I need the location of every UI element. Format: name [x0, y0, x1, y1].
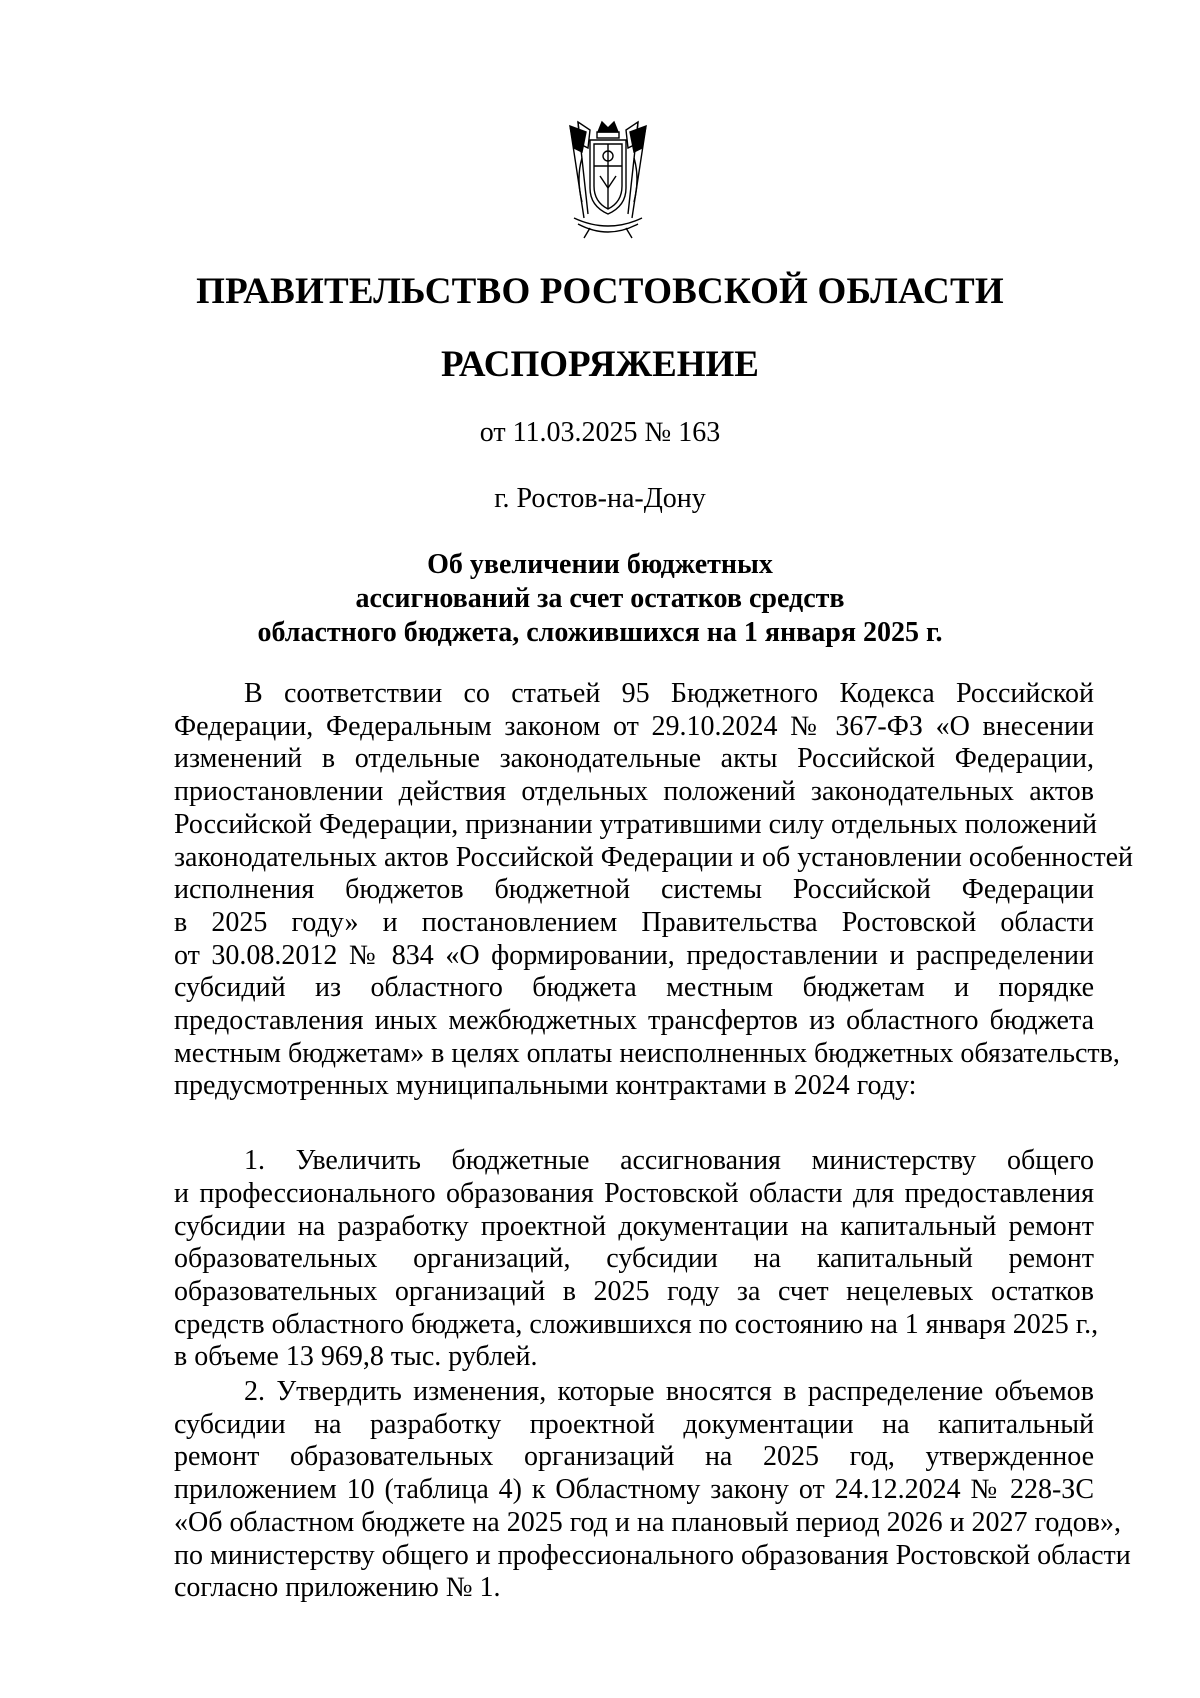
subject-line: ассигнований за счет остатков средств [355, 583, 845, 614]
text-line: субсидии на разработку проектной документации на капитальный [174, 1408, 1094, 1440]
text-line: законодательных актов Российской Федерации и об установлении особенностей [174, 841, 1133, 873]
text-line: предусмотренных муниципальными контрактами в 2024 году: [174, 1070, 917, 1102]
document-date-number: от 11.03.2025 № 163 [479, 417, 721, 448]
text-line: в 2025 году» и постановлением Правительства Ростовской области [174, 906, 1094, 938]
text-line: ремонт образовательных организаций на 2025 год, утвержденное [174, 1441, 1094, 1473]
text-line: местным бюджетам» в целях оплаты неисполненных бюджетных обязательств, [174, 1037, 1120, 1069]
government-title: ПРАВИТЕЛЬСТВО РОСТОВСКОЙ ОБЛАСТИ [196, 271, 1004, 312]
text-line: образовательных организаций в 2025 году за счет нецелевых остатков [174, 1275, 1094, 1307]
text-line: приостановлении действия отдельных положений законодательных актов [174, 776, 1094, 808]
text-line: В соответствии со статьей 95 Бюджетного Кодекса Российской [244, 678, 1094, 709]
text-line: по министерству общего и профессионального образования Ростовской области [174, 1539, 1131, 1571]
document-city: г. Ростов-на-Дону [494, 483, 706, 514]
text-line: приложением 10 (таблица 4) к Областному закону от 24.12.2024 № 228-ЗС [174, 1474, 1094, 1506]
text-line: исполнения бюджетов бюджетной системы Российской Федерации [174, 874, 1094, 906]
text-line: средств областного бюджета, сложившихся по состоянию на 1 января 2025 г., [174, 1308, 1099, 1340]
text-line: согласно приложению № 1. [174, 1572, 501, 1604]
preamble-paragraph [174, 678, 1133, 1103]
text-line: «Об областном бюджете на 2025 год и на плановый период 2026 и 2027 годов», [174, 1506, 1121, 1538]
text-line: 1. Увеличить бюджетные ассигнования министерству общего [244, 1145, 1094, 1177]
document-body [174, 678, 1133, 1605]
text-line: предоставления иных межбюджетных трансфертов из областного бюджета [174, 1005, 1094, 1037]
text-line: субсидии на разработку проектной документации на капитальный ремонт [174, 1210, 1094, 1242]
text-line: в объеме 13 969,8 тыс. рублей. [174, 1341, 538, 1373]
text-line: 2. Утвердить изменения, которые вносятся в распределение объемов [244, 1376, 1094, 1408]
text-line: Федерации, Федеральным законом от 29.10.2024 № 367-ФЗ «О внесении [174, 710, 1094, 742]
item-1-paragraph [174, 1145, 1099, 1374]
subject-line: Об увеличении бюджетных [427, 549, 773, 580]
subject-line: областного бюджета, сложившихся на 1 января 2025 г. [257, 617, 943, 648]
text-line: субсидий из областного бюджета местным бюджетам и порядке [174, 972, 1094, 1004]
text-line: от 30.08.2012 № 834 «О формировании, предоставлении и распределении [174, 939, 1094, 971]
text-line: и профессионального образования Ростовской области для предоставления [174, 1177, 1094, 1209]
document-type-title: РАСПОРЯЖЕНИЕ [440, 344, 759, 385]
document-subject [0, 548, 1200, 650]
rostov-coat-of-arms-icon [560, 118, 656, 242]
text-line: изменений в отдельные законодательные акты Российской Федерации, [174, 743, 1094, 775]
text-line: Российской Федерации, признании утратившими силу отдельных положений [174, 808, 1097, 840]
text-line: образовательных организаций, субсидии на капитальный ремонт [174, 1243, 1094, 1275]
item-2-paragraph [174, 1376, 1131, 1605]
coat-of-arms-emblem [560, 118, 656, 242]
